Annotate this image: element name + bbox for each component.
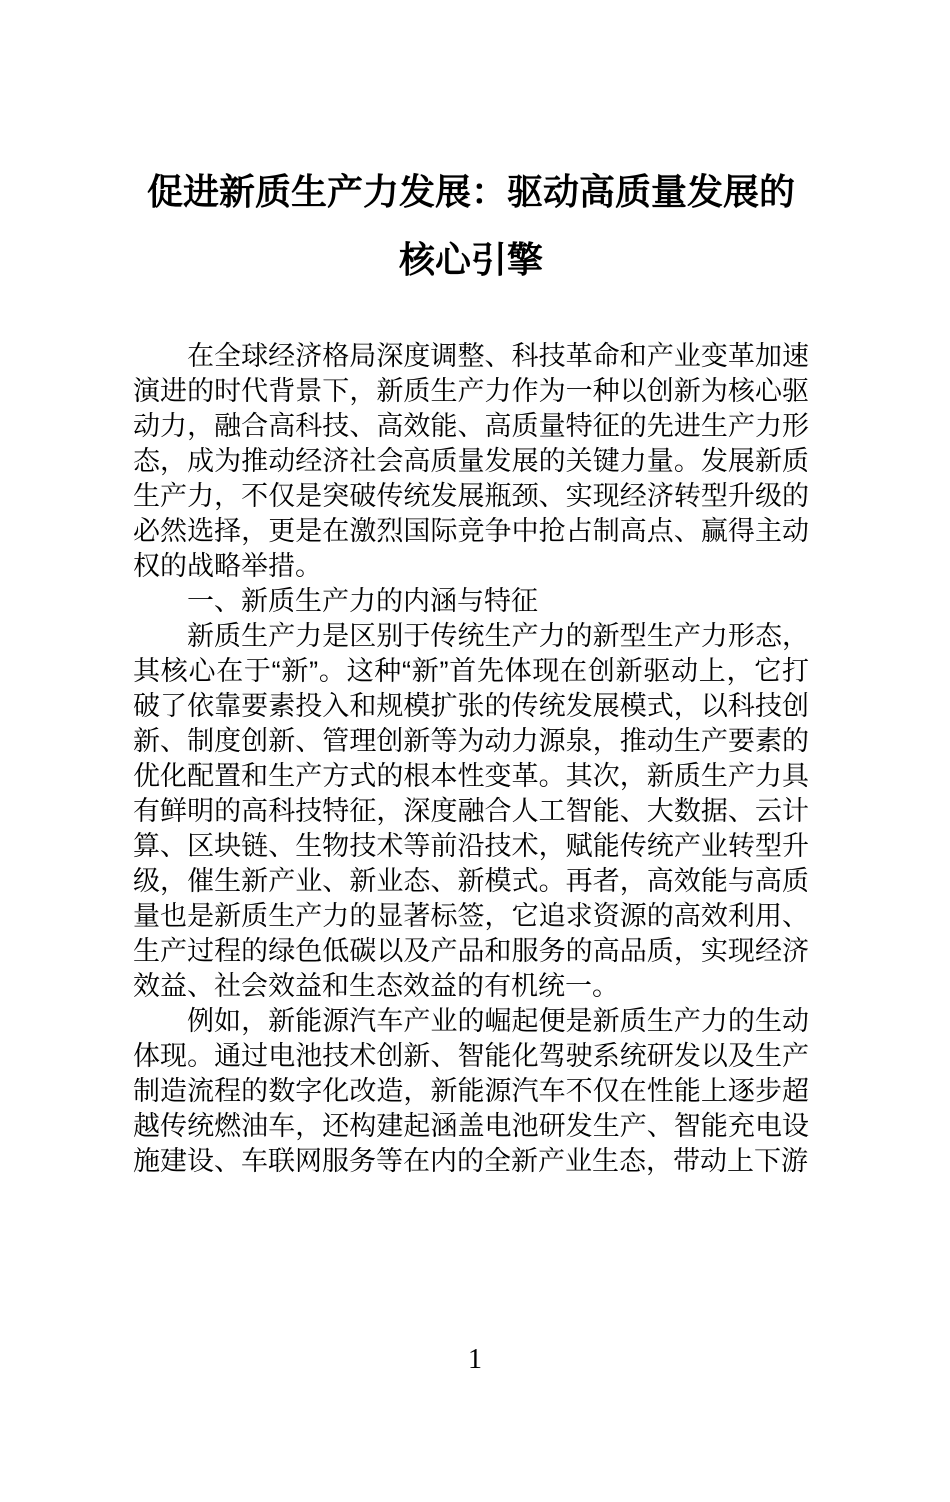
- document-content: [133, 158, 809, 1179]
- page-footer: [0, 1344, 950, 1376]
- section-heading-connotation: 一、新质生产力的内涵与特征: [187, 586, 538, 616]
- document-body: [133, 339, 809, 1179]
- document-page: [0, 158, 950, 1502]
- page-number: 1: [468, 1344, 482, 1375]
- paragraph-intro: 在全球经济格局深度调整、科技革命和产业变革加速演进的时代背景下，新质生产力作为一种以创新为核心驱动力，融合高科技、高效能、高质量特征的先进生产力形态，成为推动经济社会高质量发展的关键力量。发展新质生产力，不仅是突破传统发展瓶颈、实现经济转型升级的必然选择，更是在激烈国际竞争中抢占制高点、赢得主动权的战略举措。: [133, 341, 809, 581]
- paragraph-nev-example: 例如，新能源汽车产业的崛起便是新质生产力的生动体现。通过电池技术创新、智能化驾驶系统研发以及生产制造流程的数字化改造，新能源汽车不仅在性能上逐步超越传统燃油车，还构建起涵盖电池研发生产、智能充电设施建设、车联网服务等在内的全新产业生态，带动上下游: [133, 1006, 809, 1176]
- paragraph-connotation-features: 新质生产力是区别于传统生产力的新型生产力形态，其核心在于“新”。这种“新”首先体现在创新驱动上，它打破了依靠要素投入和规模扩张的传统发展模式，以科技创新、制度创新、管理创新等为动力源泉，推动生产要素的优化配置和生产方式的根本性变革。其次，新质生产力具有鲜明的高科技特征，深度融合人工智能、大数据、云计算、区块链、生物技术等前沿技术，赋能传统产业转型升级，催生新产业、新业态、新模式。再者，高效能与高质量也是新质生产力的显著标签，它追求资源的高效利用、生产过程的绿色低碳以及产品和服务的高品质，实现经济效益、社会效益和生态效益的有机统一。: [133, 621, 809, 1001]
- document-title: 促进新质生产力发展：驱动高质量发展的核心引擎: [146, 171, 795, 280]
